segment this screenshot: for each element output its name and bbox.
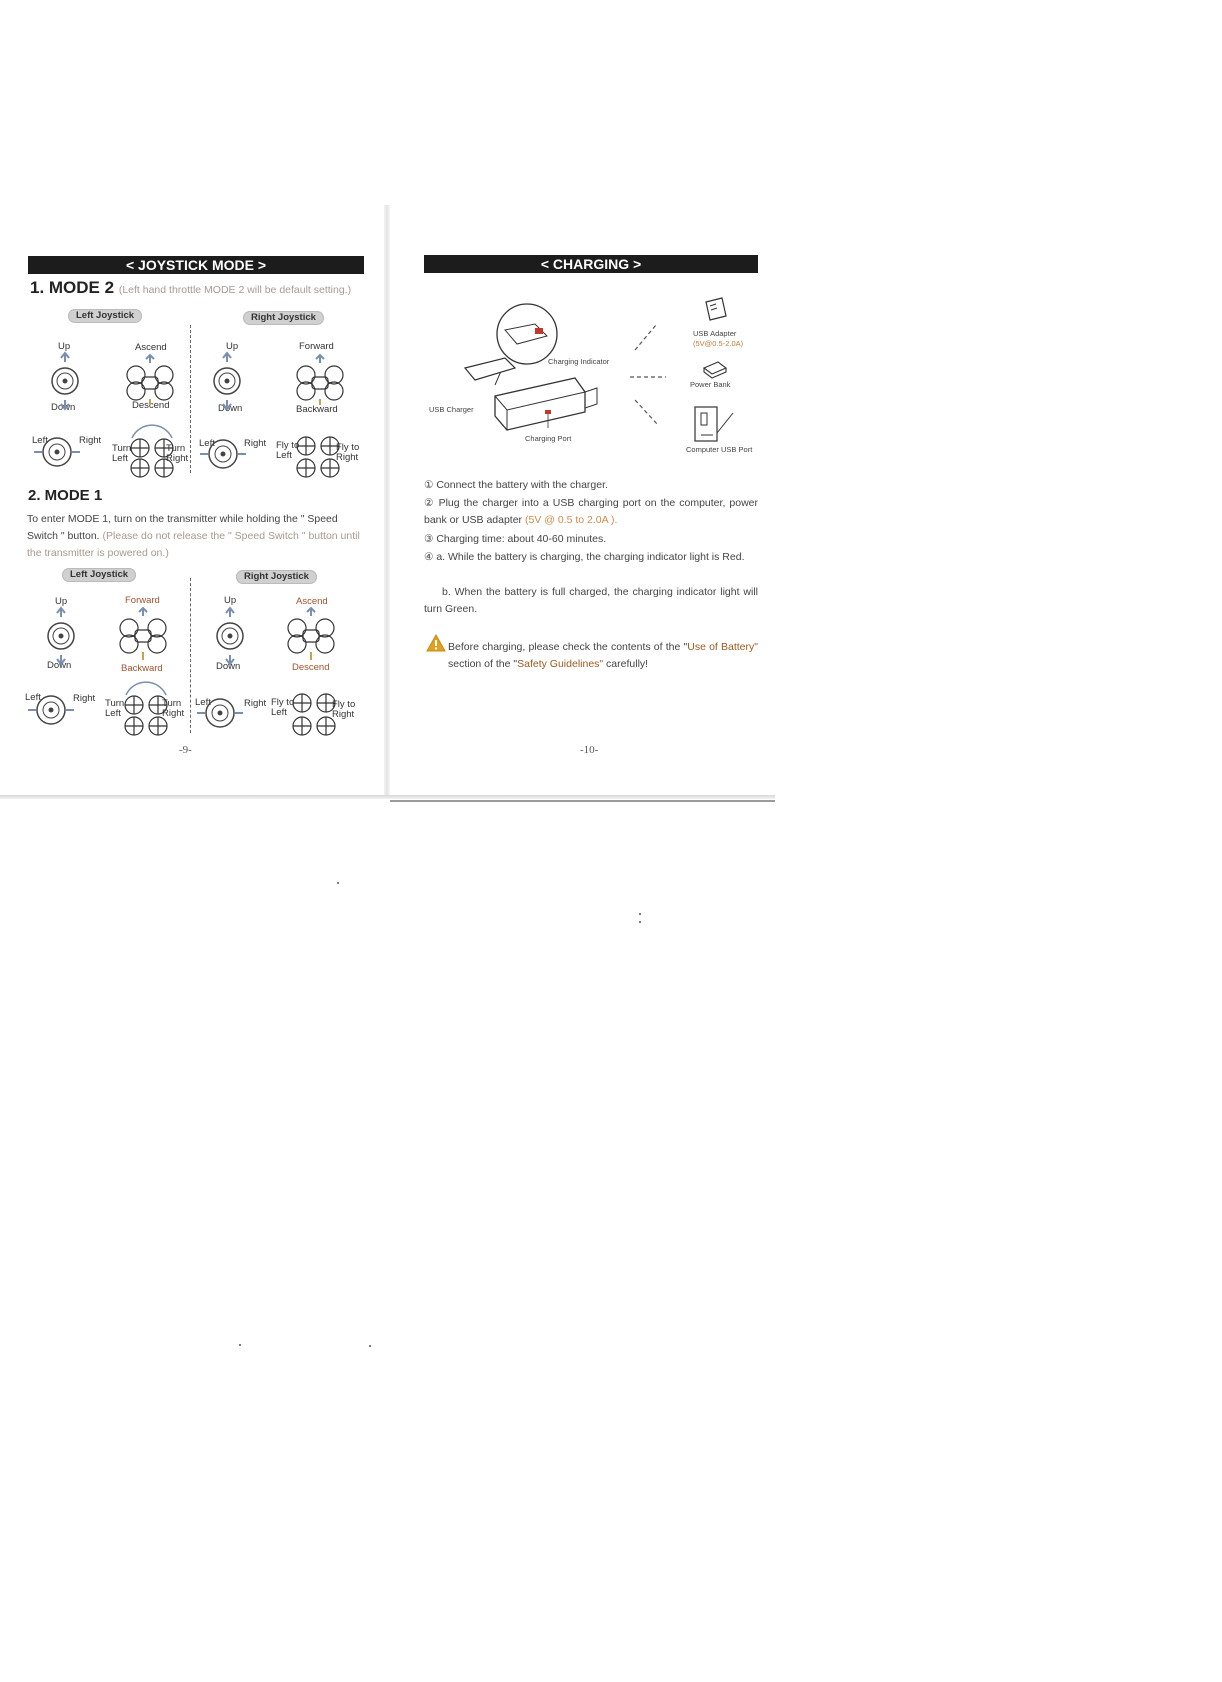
power-bank-icon: [700, 358, 730, 380]
mode1-left-joystick-pill: Left Joystick: [62, 568, 136, 582]
charging-indicator-label: Charging Indicator: [548, 357, 610, 366]
mode1-divider: [190, 578, 191, 733]
warning-pre: Before charging, please check the contents of the ": [448, 641, 688, 653]
m2-down-label: Down: [51, 402, 76, 413]
mode2-note: (Left hand throttle MODE 2 will be default setting.): [118, 284, 352, 296]
m1-left2-label: Left: [195, 697, 211, 708]
booklet-bottom-edge: [0, 795, 775, 799]
warning-text: [448, 639, 758, 673]
charging-port-label: Charging Port: [525, 434, 572, 443]
mode2-left-joystick-pill: Left Joystick: [68, 309, 142, 323]
m2-left-label: Left: [32, 435, 48, 446]
mode2-title: 1. MODE 2: [30, 278, 115, 297]
m1-down2-label: Down: [216, 661, 241, 672]
m1-up-label: Up: [55, 596, 68, 607]
m2-turn-left-label: Turn Left: [112, 443, 132, 464]
m1-elevator-stick-icon: [46, 605, 76, 675]
step-2: [424, 495, 758, 529]
m2-descend-label: Descend: [132, 400, 170, 411]
connection-lines: [630, 320, 680, 440]
m1-up2-label: Up: [224, 595, 237, 606]
m2-ascend-label: Ascend: [135, 342, 167, 353]
m2-right2-label: Right: [244, 438, 267, 449]
page-number-10: -10-: [580, 744, 599, 756]
page-number-9: -9-: [179, 744, 192, 756]
computer-port-icon: [693, 405, 737, 445]
m1-ascend-label: Ascend: [296, 596, 328, 607]
m2-drone-fly-icon: [292, 432, 344, 480]
mode1-text: To enter MODE 1, turn on the transmitter while holding the " Speed Switch " button.: [27, 513, 338, 542]
m2-roll-stick-icon: [200, 437, 246, 471]
m2-drone-turn-icon: [126, 432, 178, 480]
scan-speck: [369, 1345, 371, 1347]
booklet-bottom-line: [390, 800, 775, 802]
step-2-spec: (5V @ 0.5 to 2.0A ).: [524, 514, 618, 526]
m2-fly-right-label: Fly to Right: [336, 442, 360, 463]
warning-link-use-of-battery: Use of Battery": [687, 641, 758, 653]
m2-fly-left-label: Fly to Left: [276, 440, 300, 461]
step-1: ① Connect the battery with the charger.: [424, 479, 608, 491]
m1-turn-left-label: Turn Left: [105, 698, 125, 719]
step-3: ③ Charging time: about 40-60 minutes.: [424, 533, 607, 545]
m1-roll-stick-icon: [197, 696, 243, 730]
warning-link-safety-guidelines: Safety Guidelines": [517, 658, 604, 670]
m1-drone-fly-icon: [288, 689, 340, 739]
usb-adapter-label: USB Adapter: [693, 329, 737, 338]
usb-charger-label: USB Charger: [429, 405, 474, 414]
m1-fly-left-label: Fly to Left: [271, 697, 295, 718]
m2-turn-right-label: Turn Right: [166, 443, 189, 464]
m2-up2-label: Up: [226, 341, 239, 352]
m1-drone-turn-icon: [120, 689, 172, 739]
warning-post: carefully!: [603, 658, 649, 670]
scan-speck: [639, 913, 641, 915]
computer-port-label: Computer USB Port: [686, 445, 753, 454]
page-fold: [384, 205, 390, 797]
m1-yaw-stick-icon: [28, 693, 74, 727]
m2-drone-forward-icon: [292, 355, 348, 405]
scan-speck: [239, 1344, 241, 1346]
mode1-title: 2. MODE 1: [28, 487, 103, 504]
m1-down-label: Down: [47, 660, 72, 671]
usb-adapter-spec: (5V@0.5-2.0A): [693, 339, 744, 348]
scan-speck: [639, 921, 641, 923]
m2-backward-label: Backward: [296, 404, 338, 415]
mode1-right-joystick-pill: Right Joystick: [236, 570, 317, 584]
mode1-instructions: [27, 511, 363, 562]
m2-up-label: Up: [58, 341, 71, 352]
warning-icon: [426, 634, 446, 652]
m1-left-label: Left: [25, 692, 41, 703]
step-2-text: ② Plug the charger into a USB charging port on the computer, power bank or USB adapter: [424, 497, 758, 526]
power-bank-label: Power Bank: [690, 380, 731, 389]
m2-direction-stick-icon: [212, 350, 242, 420]
charging-banner: < CHARGING >: [424, 255, 758, 273]
m1-backward-label: Backward: [121, 663, 163, 674]
scan-speck: [337, 882, 339, 884]
m1-forward-label: Forward: [125, 595, 160, 606]
m1-throttle-stick-icon: [215, 605, 245, 675]
m1-right-label: Right: [73, 693, 96, 704]
m2-forward-label: Forward: [299, 341, 334, 352]
m2-drone-ascend-icon: [122, 355, 178, 405]
m1-turn-right-label: Turn Right: [162, 698, 185, 719]
warning-mid: section of the ": [448, 658, 518, 670]
m1-fly-right-label: Fly to Right: [332, 699, 356, 720]
step-4b: b. When the battery is full charged, the charging indicator light will turn Green.: [424, 586, 758, 615]
m2-throttle-stick-icon: [50, 350, 80, 420]
m2-left2-label: Left: [199, 438, 215, 449]
mode1-note: (Please do not release the " Speed Switch " button until the transmitter is powered on.): [27, 530, 360, 559]
usb-charger-diagram: [455, 300, 655, 450]
mode2-right-joystick-pill: Right Joystick: [243, 311, 324, 325]
joystick-mode-banner: < JOYSTICK MODE >: [28, 256, 364, 274]
mode2-heading: [30, 278, 351, 298]
m2-right-label: Right: [79, 435, 102, 446]
usb-adapter-icon: [700, 296, 730, 326]
m1-drone-forward-icon: [115, 608, 171, 660]
m1-right2-label: Right: [244, 698, 267, 709]
m1-drone-ascend-icon: [283, 608, 339, 660]
step-4a: ④ a. While the battery is charging, the charging indicator light is Red.: [424, 551, 745, 563]
m2-down2-label: Down: [218, 403, 243, 414]
m1-descend-label: Descend: [292, 662, 330, 673]
m2-yaw-stick-icon: [34, 435, 80, 469]
